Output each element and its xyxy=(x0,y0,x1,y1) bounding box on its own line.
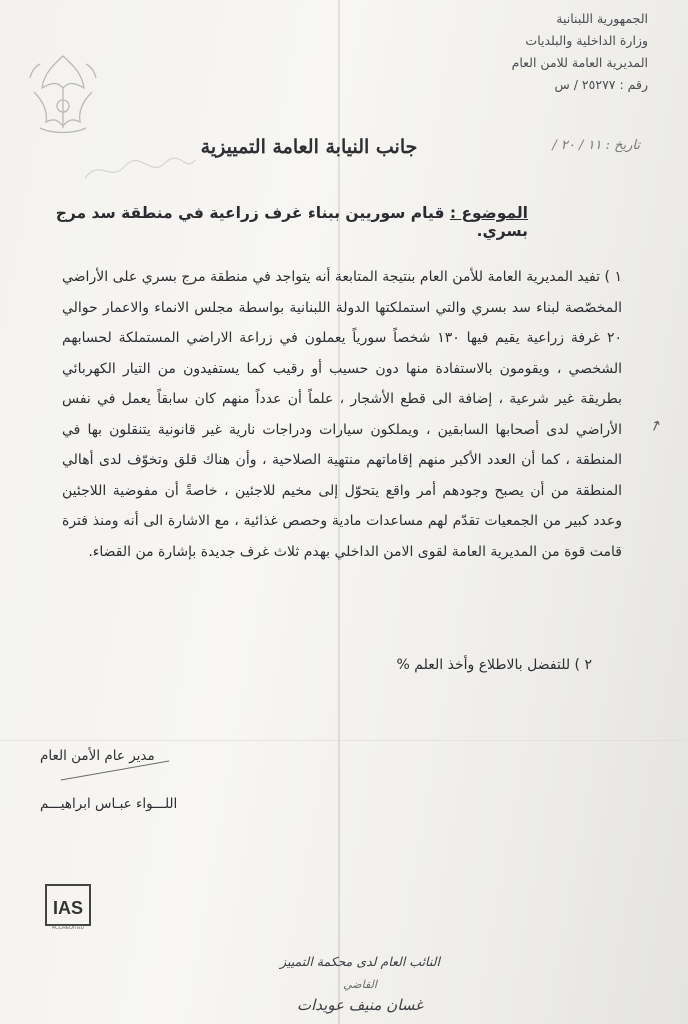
handwritten-prosecutor-title: النائب العام لدى محكمة التمييز xyxy=(280,954,440,969)
letterhead xyxy=(438,8,648,96)
letterhead-ministry: وزارة الداخلية والبلديات xyxy=(525,33,648,48)
subject-label: الموضوع : xyxy=(449,204,528,222)
signatory-title: مدير عام الأمن العام xyxy=(40,748,155,764)
svg-text:ACCREDITED: ACCREDITED xyxy=(51,925,85,930)
subject-text: قيام سوريين ببناء غرف زراعية في منطقة سد مرج بسري. xyxy=(55,204,528,240)
svg-text:IAS: IAS xyxy=(52,898,84,918)
margin-mark: ↗ xyxy=(647,416,665,436)
letter-body xyxy=(62,262,622,567)
letterhead-directorate: المديرية العامة للامن العام xyxy=(511,55,648,70)
reference-number: رقم : ٢٥٢٧٧ / س xyxy=(554,77,648,92)
letterhead-republic: الجمهورية اللبنانية xyxy=(556,11,648,26)
document-title: جانب النيابة العامة التمييزية xyxy=(200,136,418,158)
paper-fold-horizontal xyxy=(0,740,688,741)
date-line: تاريخ : ١١ / ٢٠ / xyxy=(552,138,640,153)
emblem-seal-icon xyxy=(22,48,104,138)
paragraph-2: ٢ ) للتفضل بالاطلاع وأخذ العلم % xyxy=(396,657,592,673)
subject-line xyxy=(0,204,528,240)
handwritten-judge-label: القاضي xyxy=(343,978,377,991)
paragraph-1: ١ ) تفيد المديرية العامة للأمن العام بنتيجة المتابعة أنه يتواجد في منطقة مرج بسري على الأراضي المخصّصة لبناء سد بسري والتي استملكتها الدولة اللبنانية بواسطة مجلس الانماء والاعمار حوالي ٢٠ غرفة زراعية يقيم فيها ١٣٠ شخصاً سورياً يعملون في زراعة الاراضي المستملكة لحسابهم الشخصي ، ويقومون بالاستفادة منها دون حسيب أو رقيب كما يستفيدون من التيار الكهربائي بطريقة غير شرعية ، إضافة الى قطع الأشجار ، علماً أن عدداً منهم كان سابقاً يعمل في نفس الأراضي لدى أصحابها السابقين ، ويملكون سيارات ودراجات نارية غير قانونية يتنقلون بها في المنطقة ، كما أن العدد الأكبر منهم إقاماتهم منتهية الصلاحية ، وأن هناك قلق وتخوّف لدى أهالي المنطقة من أن يصبح وجودهم أمر واقع يتحوّل إلى مخيم للاجئين ، خاصةً أن مفوضية اللاجئين وعدد كبير من الجمعيات تقدّم لهم مساعدات مادية وحصص غذائية ، مع الاشارة الى أنه ومنذ فترة قامت قوة من المديرية العامة لقوى الامن الداخلي بهدم ثلاث غرف جديدة بإشارة من القضاء. xyxy=(62,269,623,560)
ias-stamp-logo xyxy=(45,884,91,930)
signatory-name: اللـــواء عبـاس ابراهيـــم xyxy=(40,796,178,812)
handwritten-judge-name: غسان منيف عويدات xyxy=(297,996,423,1014)
